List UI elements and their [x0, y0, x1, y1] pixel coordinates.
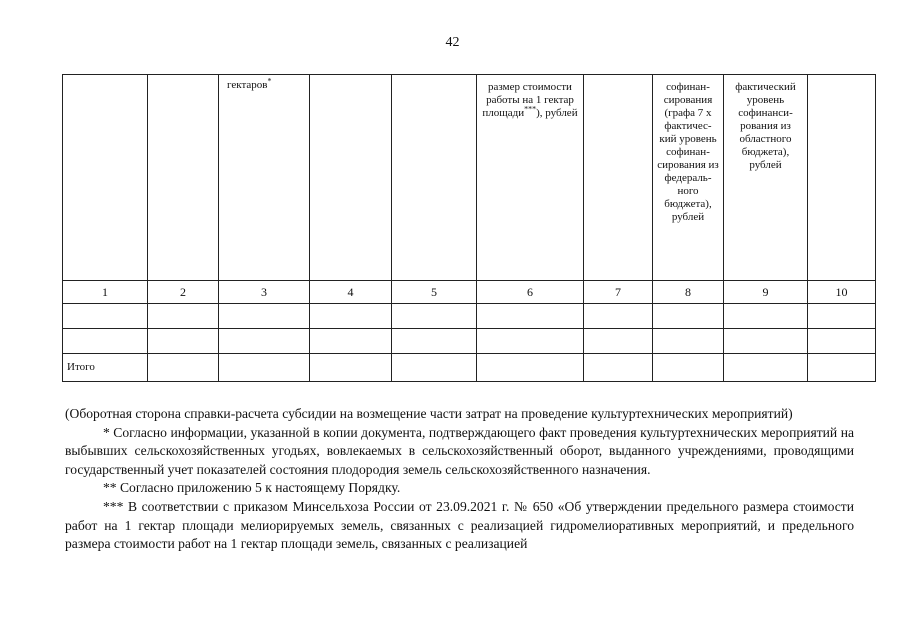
header-col6-text: размер стоимости работы на 1 гектар площади: [482, 81, 574, 119]
table-cell: [477, 304, 584, 329]
reverse-side-note: (Оборотная сторона справки-расчета субсидии на возмещение части затрат на проведение культуртехнических мероприятий): [65, 406, 793, 421]
header-cell-5: [392, 75, 477, 281]
header-cell-3: [219, 75, 310, 281]
table-cell: [310, 354, 392, 382]
header-cell-10: [808, 75, 876, 281]
column-number: 10: [808, 281, 876, 304]
table-cell: [219, 354, 310, 382]
table-cell: [584, 329, 653, 354]
table-cell: [653, 329, 724, 354]
table-cell: [477, 329, 584, 354]
subsidy-table: [62, 74, 876, 382]
table-cell: [477, 354, 584, 382]
column-number: 6: [477, 281, 584, 304]
footnote-3: *** В соответствии с приказом Минсельхоза России от 23.09.2021 г. № 650 «Об утверждении предельного размера стоимости работ на 1 гектар площади мелиорируемых земель, связанных с реализацией гидромелиоративных мероприятий, и предельного размера стоимости работ на 1 гектар площади земель, связанных с реализацией: [65, 498, 854, 552]
footnote-2: ** Согласно приложению 5 к настоящему Порядку.: [103, 480, 401, 496]
table-cell: [310, 329, 392, 354]
header-cell-9: [724, 75, 808, 281]
table-cell: [392, 304, 477, 329]
column-number: 7: [584, 281, 653, 304]
table-cell: [148, 329, 219, 354]
table-cell: [63, 329, 148, 354]
column-number: 5: [392, 281, 477, 304]
header-col8-text: софинан-сирования (графа 7 х фактичес-кий уровень софинан-сирования из федераль-ного бюджета), рублей: [657, 81, 719, 223]
header-col3-text: гектаров: [227, 79, 268, 91]
table-cell: [392, 354, 477, 382]
table-cell: [584, 354, 653, 382]
header-cell-2: [148, 75, 219, 281]
table-header-row: [63, 75, 876, 281]
header-cell-7: [584, 75, 653, 281]
table-cell: [808, 304, 876, 329]
table-cell: [724, 329, 808, 354]
header-col3-sup: *: [267, 76, 272, 86]
table-cell: [219, 304, 310, 329]
header-cell-6: [477, 75, 584, 281]
table-cell: [148, 304, 219, 329]
page-number: 42: [445, 35, 460, 50]
table-cell: [392, 329, 477, 354]
total-label: Итого: [63, 354, 148, 382]
column-number: 1: [63, 281, 148, 304]
header-col6-tail: ), рублей: [536, 107, 578, 119]
column-number: 8: [653, 281, 724, 304]
table-cell: [219, 329, 310, 354]
table-cell: [808, 329, 876, 354]
table-cell: [808, 354, 876, 382]
table-cell: [310, 304, 392, 329]
table-cell: [63, 304, 148, 329]
header-col9-text: фактический уровень софинанси-рования из областного бюджета), рублей: [735, 81, 796, 171]
table-row: [63, 329, 876, 354]
column-number: 4: [310, 281, 392, 304]
table-cell: [584, 304, 653, 329]
column-number: 2: [148, 281, 219, 304]
table-cell: [148, 354, 219, 382]
header-col6-sup: ***: [524, 104, 537, 114]
table-row: [63, 304, 876, 329]
table-cell: [724, 354, 808, 382]
footnotes: [65, 405, 854, 554]
column-number: 3: [219, 281, 310, 304]
header-cell-4: [310, 75, 392, 281]
header-cell-1: [63, 75, 148, 281]
table-cell: [653, 354, 724, 382]
table-cell: [653, 304, 724, 329]
column-number: 9: [724, 281, 808, 304]
table-cell: [724, 304, 808, 329]
total-row: [63, 354, 876, 382]
header-cell-8: [653, 75, 724, 281]
column-numbers-row: [63, 281, 876, 304]
footnote-1: * Согласно информации, указанной в копии документа, подтверждающего факт проведения культуртехнических мероприятий на выбывших сельскохозяйственных угодьях, вовлекаемых в сельскохозяйственный оборот, выданного учреждениями, проводящими государственный учет показателей состояния плодородия земель сельскохозяйственного назначения.: [65, 424, 854, 477]
